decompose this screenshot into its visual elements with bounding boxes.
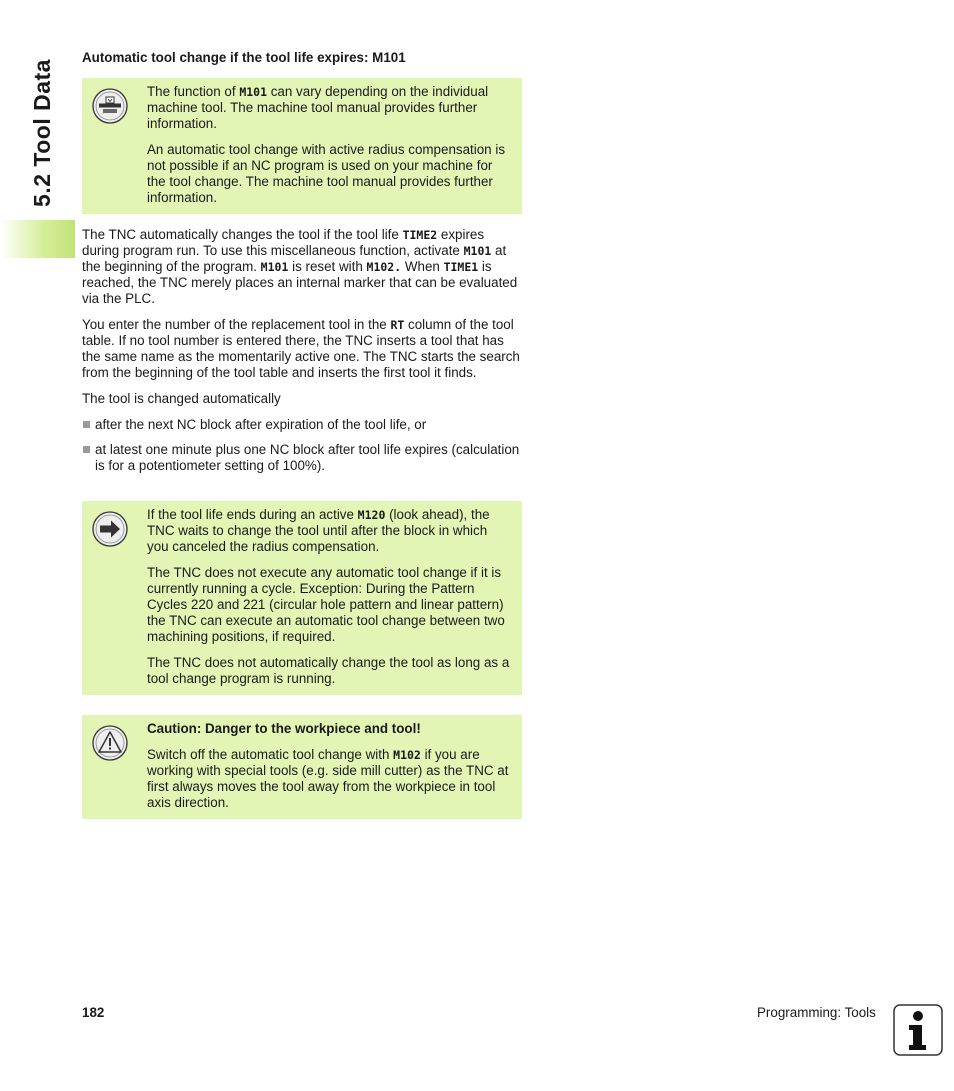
- note1-paragraph-1: The function of M101 can vary depending on the individual machine tool. The machine tool manual provides further information.: [147, 84, 489, 131]
- arrow-right-icon: [92, 511, 128, 547]
- info-icon: [893, 1004, 943, 1056]
- body-paragraph-3: The tool is changed automatically: [82, 391, 281, 406]
- note2-paragraph-1: If the tool life ends during an active M120 (look ahead), the TNC waits to change the tool until after the block in which you canceled the radius compensation.: [147, 507, 490, 554]
- chapter-side-title: 5.2 Tool Data: [29, 59, 55, 207]
- body-paragraph-1: The TNC automatically changes the tool if the tool life TIME2 expires during program run. To use this miscellaneous function, activate M101 at the beginning of the program. M101 is reset with M102. When TIME1 is reached, the TNC merely places an internal marker that can be evaluated via the PLC.: [82, 227, 518, 306]
- section-heading: Automatic tool change if the tool life expires: M101: [82, 50, 406, 65]
- note1-paragraph-2: An automatic tool change with active radius compensation is not possible if an NC program is used on your machine for the tool change. The machine tool manual provides further information.: [147, 142, 506, 205]
- caution-note-box: [82, 715, 522, 819]
- note2-paragraph-3: The TNC does not automatically change the tool as long as a tool change program is running.: [147, 655, 510, 686]
- note3-paragraph-1: Switch off the automatic tool change with M102 if you are working with special tools (e.g. side mill cutter) as the TNC at first always moves the tool away from the workpiece in tool axis direction.: [147, 747, 509, 810]
- warning-icon: [92, 725, 128, 761]
- note2-paragraph-2: The TNC does not execute any automatic tool change if it is currently running a cycle. Exception: During the Pattern Cycles 220 and 221 (circular hole pattern and linear pattern) the TNC can execute an automatic tool change between two machining positions, if required.: [147, 565, 505, 644]
- hint-note-box: [82, 501, 522, 695]
- machine-manual-icon: [92, 88, 128, 124]
- list-item: at latest one minute plus one NC block after tool life expires (calculation is for a potentiometer setting of 100%).: [82, 442, 524, 474]
- body-paragraph-2: You enter the number of the replacement tool in the RT column of the tool table. If no tool number is entered there, the TNC inserts a tool that has the same name as the momentarily active one. The TNC starts the search from the beginning of the tool table and inserts the first tool it finds.: [82, 317, 520, 380]
- list-item: after the next NC block after expiration of the tool life, or: [82, 417, 524, 433]
- machine-note-box: [82, 78, 522, 214]
- chapter-tab-marker: [0, 220, 75, 258]
- page-number: 182: [82, 1005, 105, 1020]
- footer-chapter-title: Programming: Tools: [757, 1005, 876, 1020]
- caution-title: Caution: Danger to the workpiece and tool!: [147, 721, 421, 736]
- main-body-text: [82, 227, 524, 483]
